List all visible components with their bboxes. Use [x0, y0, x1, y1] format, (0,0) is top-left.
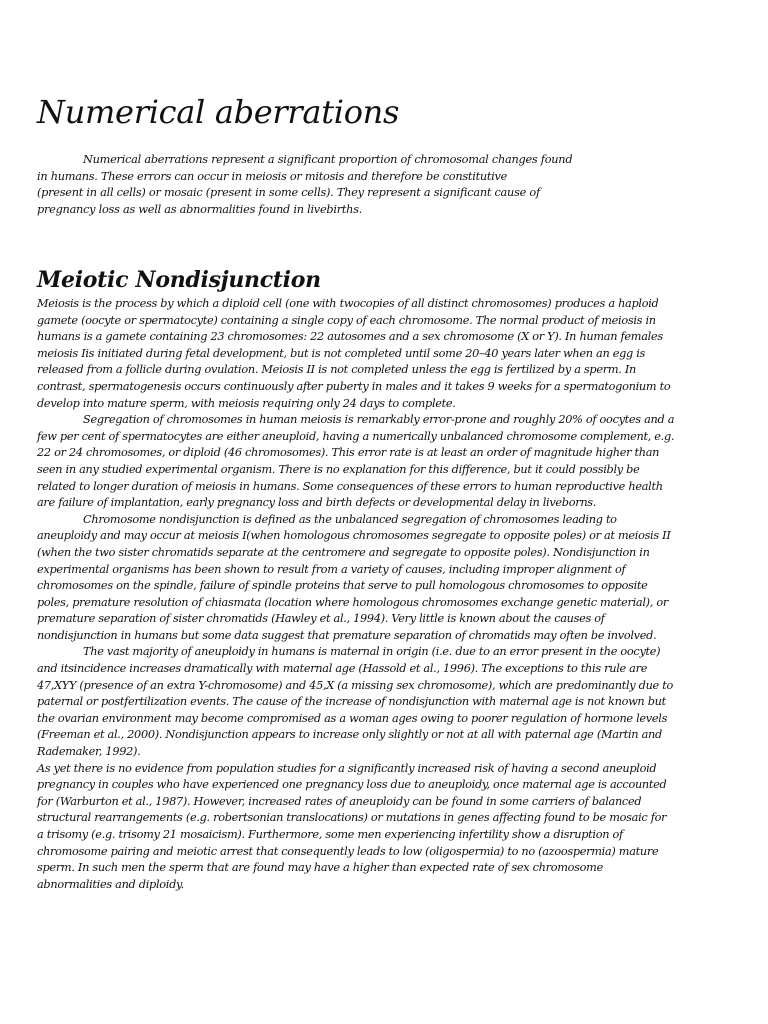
text-line: released from a follicle during ovulation. Meiosis II is not completed unless the egg is fertilized by a sperm. In: [37, 363, 636, 377]
text-line: (present in all cells) or mosaic (present in some cells). They represent a significant cause of: [37, 186, 540, 200]
text-line: are failure of implantation, early pregnancy loss and birth defects or developmental delay in liveborns.: [37, 496, 597, 510]
text-line: few per cent of spermatocytes are either aneuploid, having a numerically unbalanced chromosome complement, e.g.: [37, 429, 675, 443]
text-line: chromosome pairing and meiotic arrest that consequently leads to low (oligospermia) to no (azoospermia) mature: [37, 844, 659, 858]
text-line: (Freeman et al., 2000). Nondisjunction appears to increase only slightly or not at all with paternal age (Martin and: [37, 728, 662, 742]
text-line: seen in any studied experimental organism. There is no explanation for this difference, but it could possibly be: [37, 462, 640, 476]
text-line: humans is a gamete containing 23 chromosomes: 22 autosomes and a sex chromosome (X or Y). In human females: [37, 330, 663, 344]
text-line: develop into mature sperm, with meiosis requiring only 24 days to complete.: [37, 396, 456, 410]
text-line: sperm. In such men the sperm that are found may have a higher than expected rate of sex chromosome: [37, 861, 603, 875]
section-heading: Meiotic Nondisjunction: [37, 267, 321, 293]
text-line: 22 or 24 chromosomes, or diploid (46 chromosomes). This error rate is at least an order of magnitude higher than: [37, 446, 660, 460]
text-line: Meiosis is the process by which a diploid cell (one with twocopies of all distinct chromosomes) produces a haploid: [37, 297, 659, 310]
text-line: premature separation of sister chromatids (Hawley et al., 1994). Very little is known about the causes of: [37, 612, 605, 626]
text-line: Chromosome nondisjunction is defined as the unbalanced segregation of chromosomes leading to: [83, 512, 617, 526]
text-line: for (Warburton et al., 1987). However, increased rates of aneuploidy can be found in some carriers of balanced: [37, 794, 642, 808]
text-line: paternal or postfertilization events. The cause of the increase of nondisjunction with maternal age is not known but: [37, 695, 666, 709]
text-line: meiosis Iis initiated during fetal development, but is not completed until some 20–40 years later when an egg is: [37, 346, 646, 360]
text-line: experimental organisms has been shown to result from a variety of causes, including improper alignment of: [37, 562, 626, 576]
text-line: structural rearrangements (e.g. robertsonian translocations) or mutations in genes affecting found to be mosaic for: [37, 811, 667, 825]
text-line: nondisjunction in humans but some data suggest that premature separation of chromatids may often be involved.: [37, 628, 657, 642]
intro-paragraph: [37, 152, 727, 219]
text-line: poles, premature resolution of chiasmata (location where homologous chromosomes exchange genetic material), or: [37, 595, 668, 609]
text-line: a trisomy (e.g. trisomy 21 mosaicism). Furthermore, some men experiencing infertility show a disruption of: [37, 828, 623, 841]
text-line: As yet there is no evidence from population studies for a significantly increased risk of having a second aneuploid: [37, 761, 657, 775]
text-line: abnormalities and diploidy.: [37, 877, 184, 891]
text-line: gamete (oocyte or spermatocyte) containing a single copy of each chromosome. The normal product of meiosis in: [37, 313, 656, 327]
text-line: contrast, spermatogenesis occurs continuously after puberty in males and it takes 9 weeks for a spermatogonium to: [37, 379, 671, 393]
text-line: in humans. These errors can occur in meiosis or mitosis and therefore be constitutive: [37, 169, 508, 183]
text-line: Numerical aberrations represent a significant proportion of chromosomal changes found: [83, 153, 573, 166]
text-line: related to longer duration of meiosis in humans. Some consequences of these errors to human reproductive health: [37, 479, 663, 493]
text-line: 47,XYY (presence of an extra Y-chromosome) and 45,X (a missing sex chromosome), which are predominantly due to: [37, 678, 673, 692]
section-body: [37, 296, 737, 893]
text-line: and itsincidence increases dramatically with maternal age (Hassold et al., 1996). The exceptions to this rule are: [37, 662, 648, 676]
text-line: aneuploidy and may occur at meiosis I(when homologous chromosomes segregate to opposite poles) or at meiosis II: [37, 529, 671, 543]
text-line: Segregation of chromosomes in human meiosis is remarkably error-prone and roughly 20% of oocytes and a: [83, 413, 675, 427]
page-title: Numerical aberrations: [37, 93, 400, 131]
text-line: pregnancy loss as well as abnormalities found in livebirths.: [37, 203, 363, 217]
text-line: the ovarian environment may become compromised as a woman ages owing to poorer regulation of hormone levels: [37, 711, 668, 725]
text-line: chromosomes on the spindle, failure of spindle proteins that serve to pull homologous chromosomes to opposite: [37, 579, 648, 593]
text-line: Rademaker, 1992).: [37, 745, 141, 759]
text-line: pregnancy in couples who have experienced one pregnancy loss due to aneuploidy, once maternal age is accounted: [37, 778, 667, 792]
text-line: The vast majority of aneuploidy in humans is maternal in origin (i.e. due to an error present in the oocyte): [83, 645, 661, 659]
text-line: (when the two sister chromatids separate at the centromere and segregate to opposite poles). Nondisjunction in: [37, 545, 650, 559]
